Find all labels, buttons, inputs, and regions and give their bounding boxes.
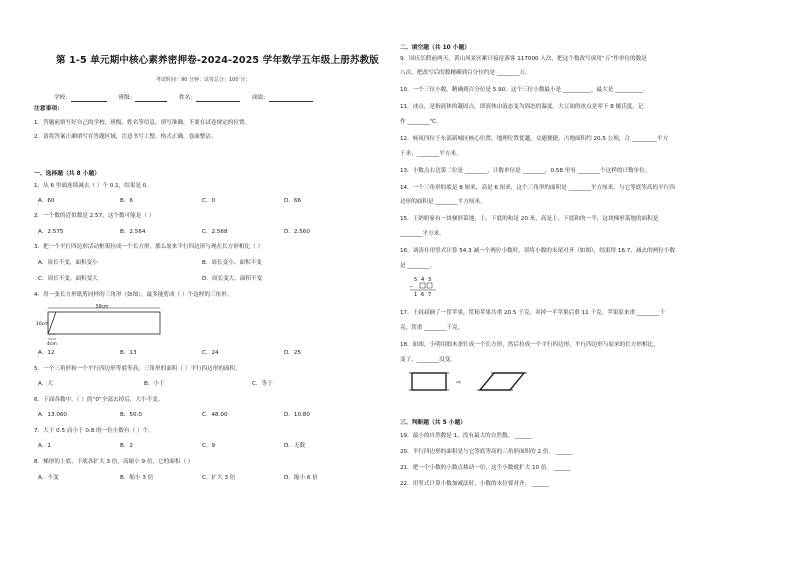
question-4: 4．用一张长方形纸剪同样的三角形（如图），最多能剪成（ ）个这样的三角形。 <box>34 292 233 298</box>
section2-heading: 二、填空题（共 10 小题） <box>400 45 471 51</box>
exam-title: 第 1-5 单元期中核心素养密押卷-2024-2025 学年数学五年级上册苏教版 <box>56 55 379 66</box>
question-14-line2: 边形的面积是 ________平方厘米。 <box>400 199 486 205</box>
section1-heading: 一、选择题（共 8 小题） <box>34 171 101 177</box>
q7-option-b[interactable]: B．2 <box>120 443 133 449</box>
q5-option-a[interactable]: A．大 <box>38 381 54 387</box>
question-17-line2: 克，筐重 ________千克。 <box>400 325 464 331</box>
question-12-line2: 千米，________平方米。 <box>400 151 462 157</box>
question-17-line1: 17．王叔叔摘了一筐苹果，筐和苹果共重 20.5 千克，卖掉一半苹果后重 11 千克。苹果原来重 ________千 <box>400 310 665 316</box>
q1-option-c[interactable]: C．0 <box>202 198 216 204</box>
question-7: 7．大于 0.5 而小于 0.8 的一位小数有（ ）个。 <box>34 428 154 434</box>
rectangle-paper-figure <box>34 304 164 346</box>
arrow-icon: ⇨ <box>456 379 462 386</box>
note-1: 1．答题前填写好自己的学校、班级、姓名等信息，填写准确，不要在试卷规定的位置。 <box>34 120 251 126</box>
q3-option-a[interactable]: A．周长不变、面积变小 <box>38 260 98 266</box>
q4-option-a[interactable]: A．12 <box>38 350 55 356</box>
question-16-line1: 16．刘涛在用竖式计算 54.3 减一个两位小数时，误将小数的末尾对齐（如图），结果得 16.7，减去的两位小数 <box>400 248 676 254</box>
q7-option-a[interactable]: A．1 <box>38 443 51 449</box>
wood-rectangle <box>412 373 446 390</box>
q8-option-b[interactable]: B．缩小 3 倍 <box>120 475 154 481</box>
question-14-line1: 14．一个三角形的底是 8 厘米，高是 6 厘米，这个三角形的面积是 ________平方厘米，与它等底等高的平行四 <box>400 185 675 191</box>
q7-option-d[interactable]: D．无数 <box>284 443 306 449</box>
question-10: 10．一个三位小数，精确到百分位是 5.90，这个三位小数最小是 __________，最大是 __________。 <box>400 87 649 93</box>
question-2: 2．一个数的近似数是 2.57，这个数可能是（ ） <box>34 213 155 219</box>
q1-option-a[interactable]: A．60 <box>38 198 55 204</box>
question-18-line1: 18．如图，小明用细木条钉成一个长方形，然后拉成一个平行四边形，平行四边形与原来的长方形相比， <box>400 342 659 348</box>
q5-option-c[interactable]: C．等于 <box>252 381 273 387</box>
q6-option-c[interactable]: C．48.00 <box>202 412 228 418</box>
q5-option-b[interactable]: B．小于 <box>144 381 165 387</box>
question-15-line1: 15．王奶奶家有一块梯形菜地，上、下底的和是 20 米，高是上、下底和的一半，这块梯形菜地的面积是 <box>400 216 659 222</box>
question-16-line2: 是 ________。 <box>400 263 436 269</box>
q6-option-a[interactable]: A．13.060 <box>38 412 67 418</box>
class-label: 班级： <box>118 95 136 101</box>
note-2: 2．请将答案正确填写在答题区域，注意书写工整，格式正确，卷面整洁。 <box>34 134 217 140</box>
question-1: 1．从 6 里面连续减去（ ）个 0.1，结果是 0。 <box>34 183 152 189</box>
info-fields <box>54 95 313 102</box>
question-20: 20．平行四边形的面积是与它等底等高的三角形面积的 2 倍。 ______ <box>400 449 573 455</box>
digit-5: 5 <box>414 277 418 283</box>
q7-option-c[interactable]: C．9 <box>202 443 216 449</box>
q2-option-a[interactable]: A．2.575 <box>38 229 64 235</box>
class-blank[interactable] <box>135 95 167 102</box>
q2-option-d[interactable]: D．2.560 <box>284 229 310 235</box>
school-label: 学校： <box>54 95 71 101</box>
q1-option-b[interactable]: B．6 <box>120 198 133 204</box>
q4-option-b[interactable]: B．13 <box>120 350 137 356</box>
score-label: 成绩： <box>251 95 269 101</box>
question-11-line2: 作 ________℃。 <box>400 119 442 125</box>
q4-option-d[interactable]: D．25 <box>284 350 302 356</box>
question-8: 8．梯形的上底、下底各扩大 3 倍，高缩小 9 倍，它的面积（ ） <box>34 459 194 465</box>
q6-option-d[interactable]: D．10.80 <box>284 412 310 418</box>
q3-option-b[interactable]: B．周长变小、面积不变 <box>202 260 262 266</box>
question-9-line1: 9．国庆长假前两天，黄山风景区累计接待游客 117000 人次，把这个数改写成用“万”作单位的数是 <box>400 56 647 62</box>
question-11-line1: 11．冰点，是指液体的凝固点，即液体由液态变为固态的温度。大豆油的冰点是零下 8 摄氏度，记 <box>400 104 644 110</box>
q4-option-c[interactable]: C．24 <box>202 350 219 356</box>
height-label: 10cm <box>36 322 49 327</box>
question-13: 13．小数点右边第二位是 ________，计数单位是 ________，0.58 里有 ________个这样的计数单位。 <box>400 168 651 174</box>
exam-meta: 考试时间：90 分钟；试卷总分：100 分； <box>156 77 251 83</box>
question-21: 21．把一个小数的小数点移动一位，这个小数就扩大 10 倍。 ______ <box>400 465 571 471</box>
digit-3: 3 <box>428 277 432 283</box>
digit-6: 6 <box>421 292 425 298</box>
question-19: 19．最小的自然数是 1，没有最大的自然数。 ______ <box>400 433 532 439</box>
name-label: 姓名： <box>179 95 196 101</box>
minus-sign: − <box>409 284 414 290</box>
question-18-line2: 变了，________没变。 <box>400 357 456 363</box>
q3-option-c[interactable]: C．周长不变、面积变大 <box>38 276 98 282</box>
rectangle-to-parallelogram-figure <box>408 368 528 396</box>
q2-option-c[interactable]: C．2.568 <box>202 229 228 235</box>
question-15-line2: ________平方米。 <box>400 231 445 237</box>
notes-heading: 注意事项： <box>34 106 63 112</box>
question-12-line1: 12．杨凤四位于东部新城区核心位置，地理位置优越，交通便捷，占地面积约 20.5 公顷，合 _________平方 <box>400 136 669 142</box>
q8-option-d[interactable]: D．缩小 6 倍 <box>284 475 318 481</box>
vertical-subtraction-figure <box>408 274 442 298</box>
digit-7: 7 <box>428 292 432 298</box>
base-label: 4cm <box>47 342 57 346</box>
school-blank[interactable] <box>71 95 107 102</box>
width-label: 50cm <box>95 304 109 310</box>
q8-option-a[interactable]: A．不变 <box>38 475 59 481</box>
digit-1: 1 <box>414 292 418 298</box>
digit-4: 4 <box>421 277 425 283</box>
wood-parallelogram <box>480 373 524 390</box>
score-blank[interactable] <box>269 95 313 102</box>
question-3: 3．把一个平行四边形活动框架拉成一个长方形，那么原来平行四边形与现在长方形相比（ ） <box>34 244 264 250</box>
paper-rectangle <box>48 312 160 334</box>
digit-box-2 <box>427 283 432 288</box>
section3-heading: 三、判断题（共 5 小题） <box>400 420 467 426</box>
q6-option-b[interactable]: B．50.0 <box>120 412 142 418</box>
question-22: 22．用竖式计算小数加减法时，小数的末位要对齐。 ______ <box>400 481 549 487</box>
q1-option-d[interactable]: D．66 <box>284 198 302 204</box>
question-6: 6．下面各数中，（ ）的“0”全部去掉后，大小不变。 <box>34 397 164 403</box>
digit-box-1 <box>420 283 425 288</box>
name-blank[interactable] <box>196 95 240 102</box>
q2-option-b[interactable]: B．2.564 <box>120 229 146 235</box>
question-9-line2: 八次，把改写后的数精确到百分位约是 ________万。 <box>400 70 531 76</box>
question-5: 5．一个三角形和一个平行四边形等底等高，三角形的面积（ ）平行四边形的面积。 <box>34 366 241 372</box>
q8-option-c[interactable]: C．扩大 3 倍 <box>202 475 236 481</box>
q3-option-d[interactable]: D．周长变大、面积不变 <box>202 276 263 282</box>
